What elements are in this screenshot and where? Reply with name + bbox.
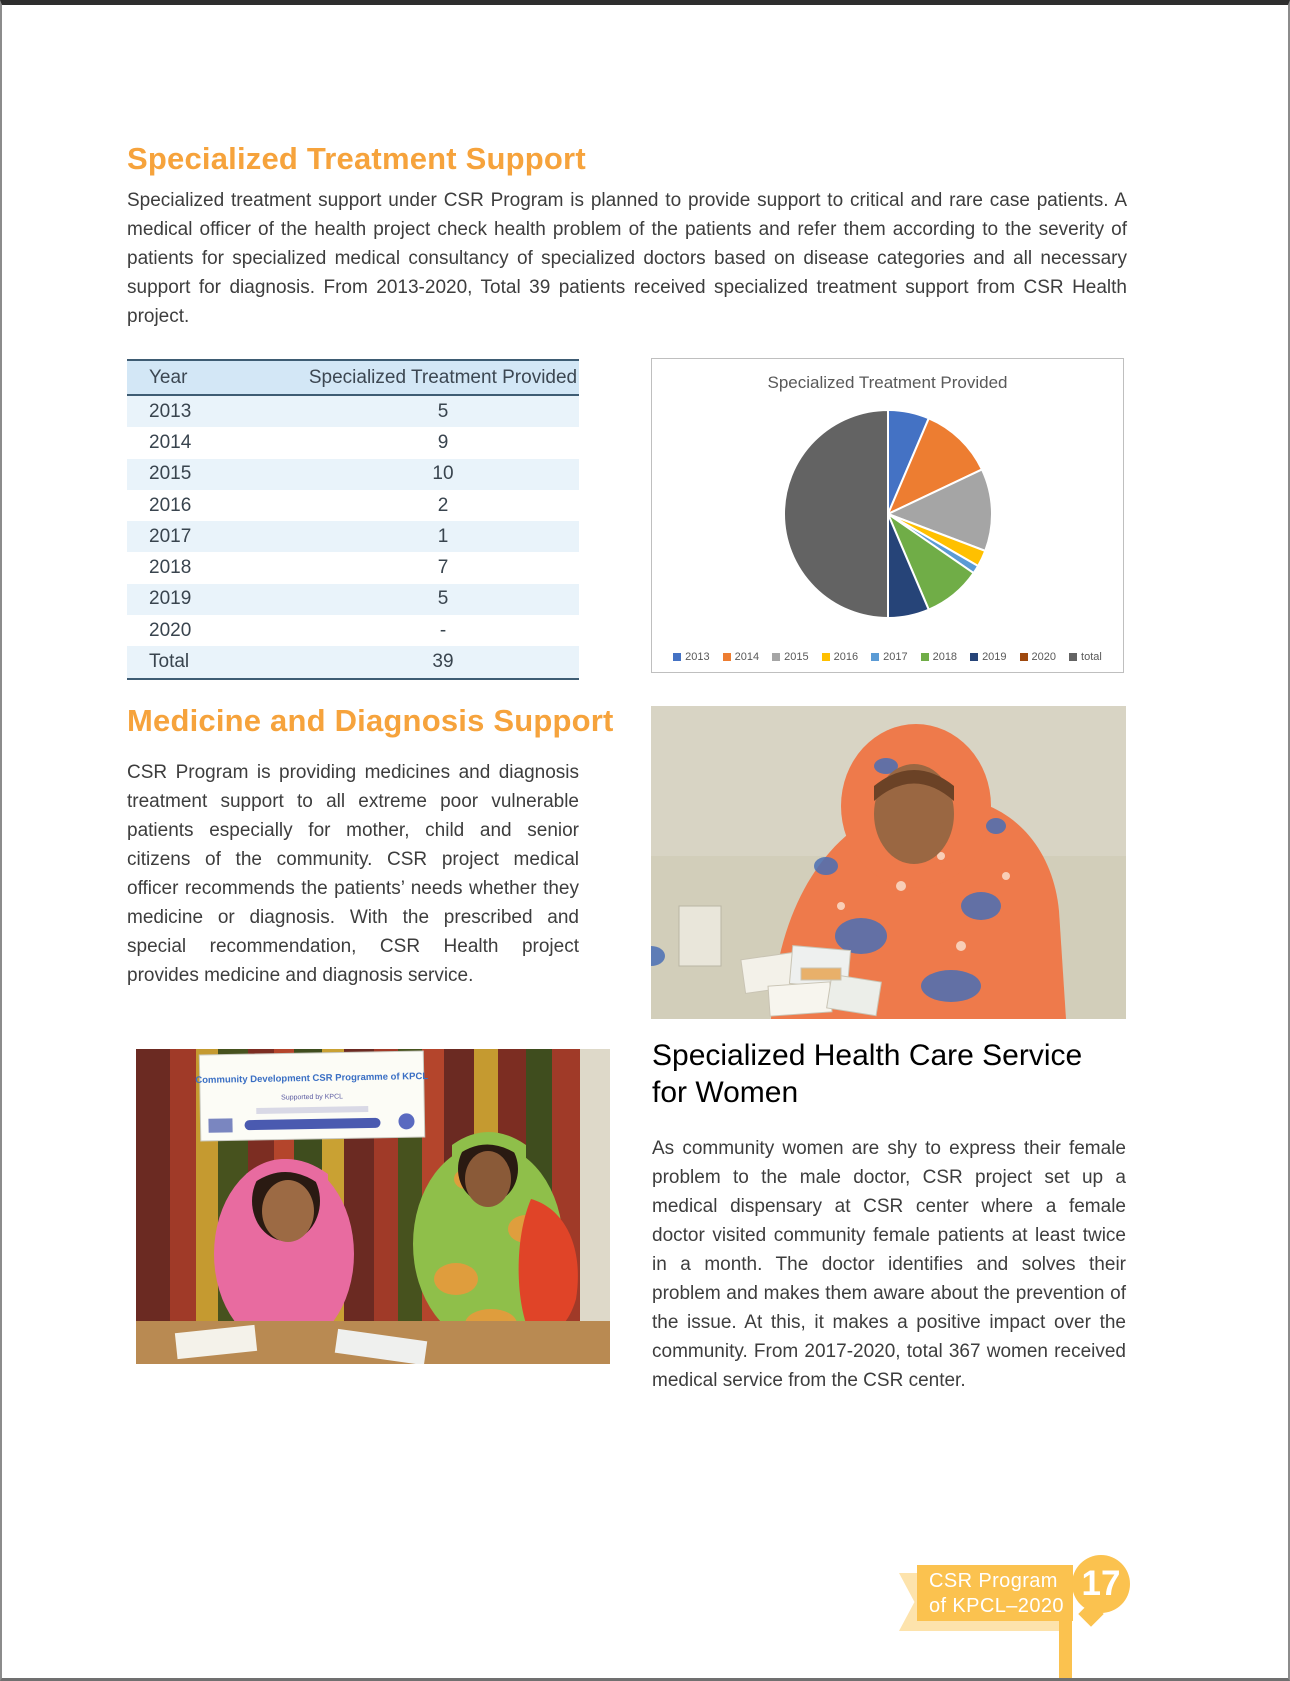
- legend-swatch: [921, 653, 929, 661]
- legend-item-2020: [1020, 651, 1056, 663]
- legend-swatch: [970, 653, 978, 661]
- legend-swatch: [822, 653, 830, 661]
- table-row-2014: [127, 427, 579, 458]
- table-row-2020: [127, 615, 579, 646]
- section3-title-line2: for Women: [652, 1076, 799, 1109]
- legend-item-total: [1069, 651, 1102, 663]
- table-cell-value: 2: [437, 494, 449, 516]
- table-row-2019: [127, 584, 579, 615]
- table-cell-value: 7: [437, 557, 449, 579]
- banner-title: Community Development CSR Programme of KPCL: [195, 1070, 429, 1087]
- photo-women-at-table: [136, 1049, 610, 1364]
- table-cell-year: 2016: [149, 494, 192, 516]
- legend-label: 2014: [734, 651, 760, 663]
- table-row-2017: [127, 521, 579, 552]
- section1-title: Specialized Treatment Support: [127, 141, 586, 176]
- footer-ribbon: [917, 1565, 1073, 1621]
- table-row-2018: [127, 552, 579, 583]
- section2-title: Medicine and Diagnosis Support: [127, 703, 614, 738]
- legend-item-2018: [921, 651, 957, 663]
- legend-item-2013: [673, 651, 709, 663]
- page-number: 17: [1081, 1564, 1121, 1603]
- pie-chart-panel: [651, 358, 1124, 673]
- table-cell-year: 2019: [149, 588, 192, 610]
- section3-paragraph: As community women are shy to express their female problem to the male doctor, CSR project set up a medical dispensary at CSR center where a female doctor visited community female patients at least twice in a month. The doctor identifies and solves their problem and makes them aware about the prevention of the issue. At this, it makes a positive impact over the community. From 2017-2020, total 367 women received medical service from the CSR center.: [652, 1138, 1126, 1391]
- table-cell-year: 2013: [149, 400, 192, 422]
- table-header-year: Year: [149, 366, 188, 388]
- table-cell-value: 10: [432, 463, 454, 485]
- legend-label: 2020: [1031, 651, 1057, 663]
- legend-item-2014: [723, 651, 759, 663]
- legend-swatch: [1020, 653, 1028, 661]
- table-cell-year: 2015: [149, 463, 192, 485]
- section3-title: [652, 1037, 1132, 1111]
- table-header-treatment: Specialized Treatment Provided: [308, 366, 578, 388]
- ribbon-pole: [1059, 1617, 1072, 1681]
- banner-subtitle: Supported by KPCL: [281, 1093, 344, 1102]
- legend-label: 2017: [883, 651, 908, 663]
- chart-legend: [652, 651, 1123, 663]
- legend-swatch: [673, 653, 681, 661]
- legend-label: 2013: [685, 651, 710, 663]
- table-row-total: [127, 646, 579, 677]
- footer-line2: of KPCL–2020: [929, 1595, 1064, 1617]
- legend-swatch: [1069, 653, 1077, 661]
- legend-swatch: [772, 653, 780, 661]
- table-cell-year: 2020: [149, 619, 192, 641]
- treatment-table: [127, 359, 579, 680]
- table-cell-value: 1: [437, 525, 449, 547]
- table-cell-value: -: [439, 619, 447, 641]
- legend-label: 2019: [982, 651, 1007, 663]
- table-cell-year: 2018: [149, 557, 192, 579]
- chart-title: Specialized Treatment Provided: [767, 373, 1008, 392]
- page-number-badge: [1072, 1555, 1130, 1613]
- pie-slice-total: [784, 410, 888, 618]
- legend-swatch: [871, 653, 879, 661]
- section1-paragraph: Specialized treatment support under CSR Program is planned to provide support to critical and rare case patients. A medical officer of the health project check health problem of the patients and refer them according to the severity of patients for specialized medical consultancy of specialized doctors based on disease categories and all necessary support for diagnosis. From 2013-2020, Total 39 patients received specialized treatment support from CSR Health project.: [127, 190, 1127, 327]
- table-row-2013: [127, 396, 579, 427]
- legend-item-2015: [772, 651, 808, 663]
- table-row-2015: [127, 459, 579, 490]
- legend-item-2017: [871, 651, 907, 663]
- table-row-2016: [127, 490, 579, 521]
- table-cell-year: Total: [149, 651, 190, 673]
- photo-woman-medicine: [651, 706, 1126, 1019]
- legend-item-2016: [822, 651, 858, 663]
- legend-label: 2015: [784, 651, 809, 663]
- table-cell-value: 5: [437, 588, 449, 610]
- table-header-row: [127, 361, 579, 396]
- table-cell-value: 9: [437, 431, 449, 453]
- legend-label: 2018: [932, 651, 958, 663]
- section2-paragraph: CSR Program is providing medicines and diagnosis treatment support to all extreme poor vulnerable patients especially for mother, child and senior citizens of the community. CSR project medical officer recommends the patients’ needs whether they medicine or diagnosis. With the prescribed and special recommendation, CSR Health project provides medicine and diagnosis service.: [127, 762, 579, 986]
- table-cell-year: 2017: [149, 525, 192, 547]
- table-cell-value: 39: [432, 651, 454, 673]
- legend-item-2019: [970, 651, 1006, 663]
- section3-title-line1: Specialized Health Care Service: [652, 1039, 1083, 1072]
- pie-svg: [652, 387, 1123, 645]
- table-cell-value: 5: [437, 400, 449, 422]
- legend-label: 2016: [833, 651, 859, 663]
- legend-swatch: [723, 653, 731, 661]
- table-cell-year: 2014: [149, 431, 192, 453]
- legend-label: total: [1081, 651, 1102, 663]
- treatment-table-body: [127, 396, 579, 678]
- footer-line1: CSR Program: [929, 1570, 1058, 1592]
